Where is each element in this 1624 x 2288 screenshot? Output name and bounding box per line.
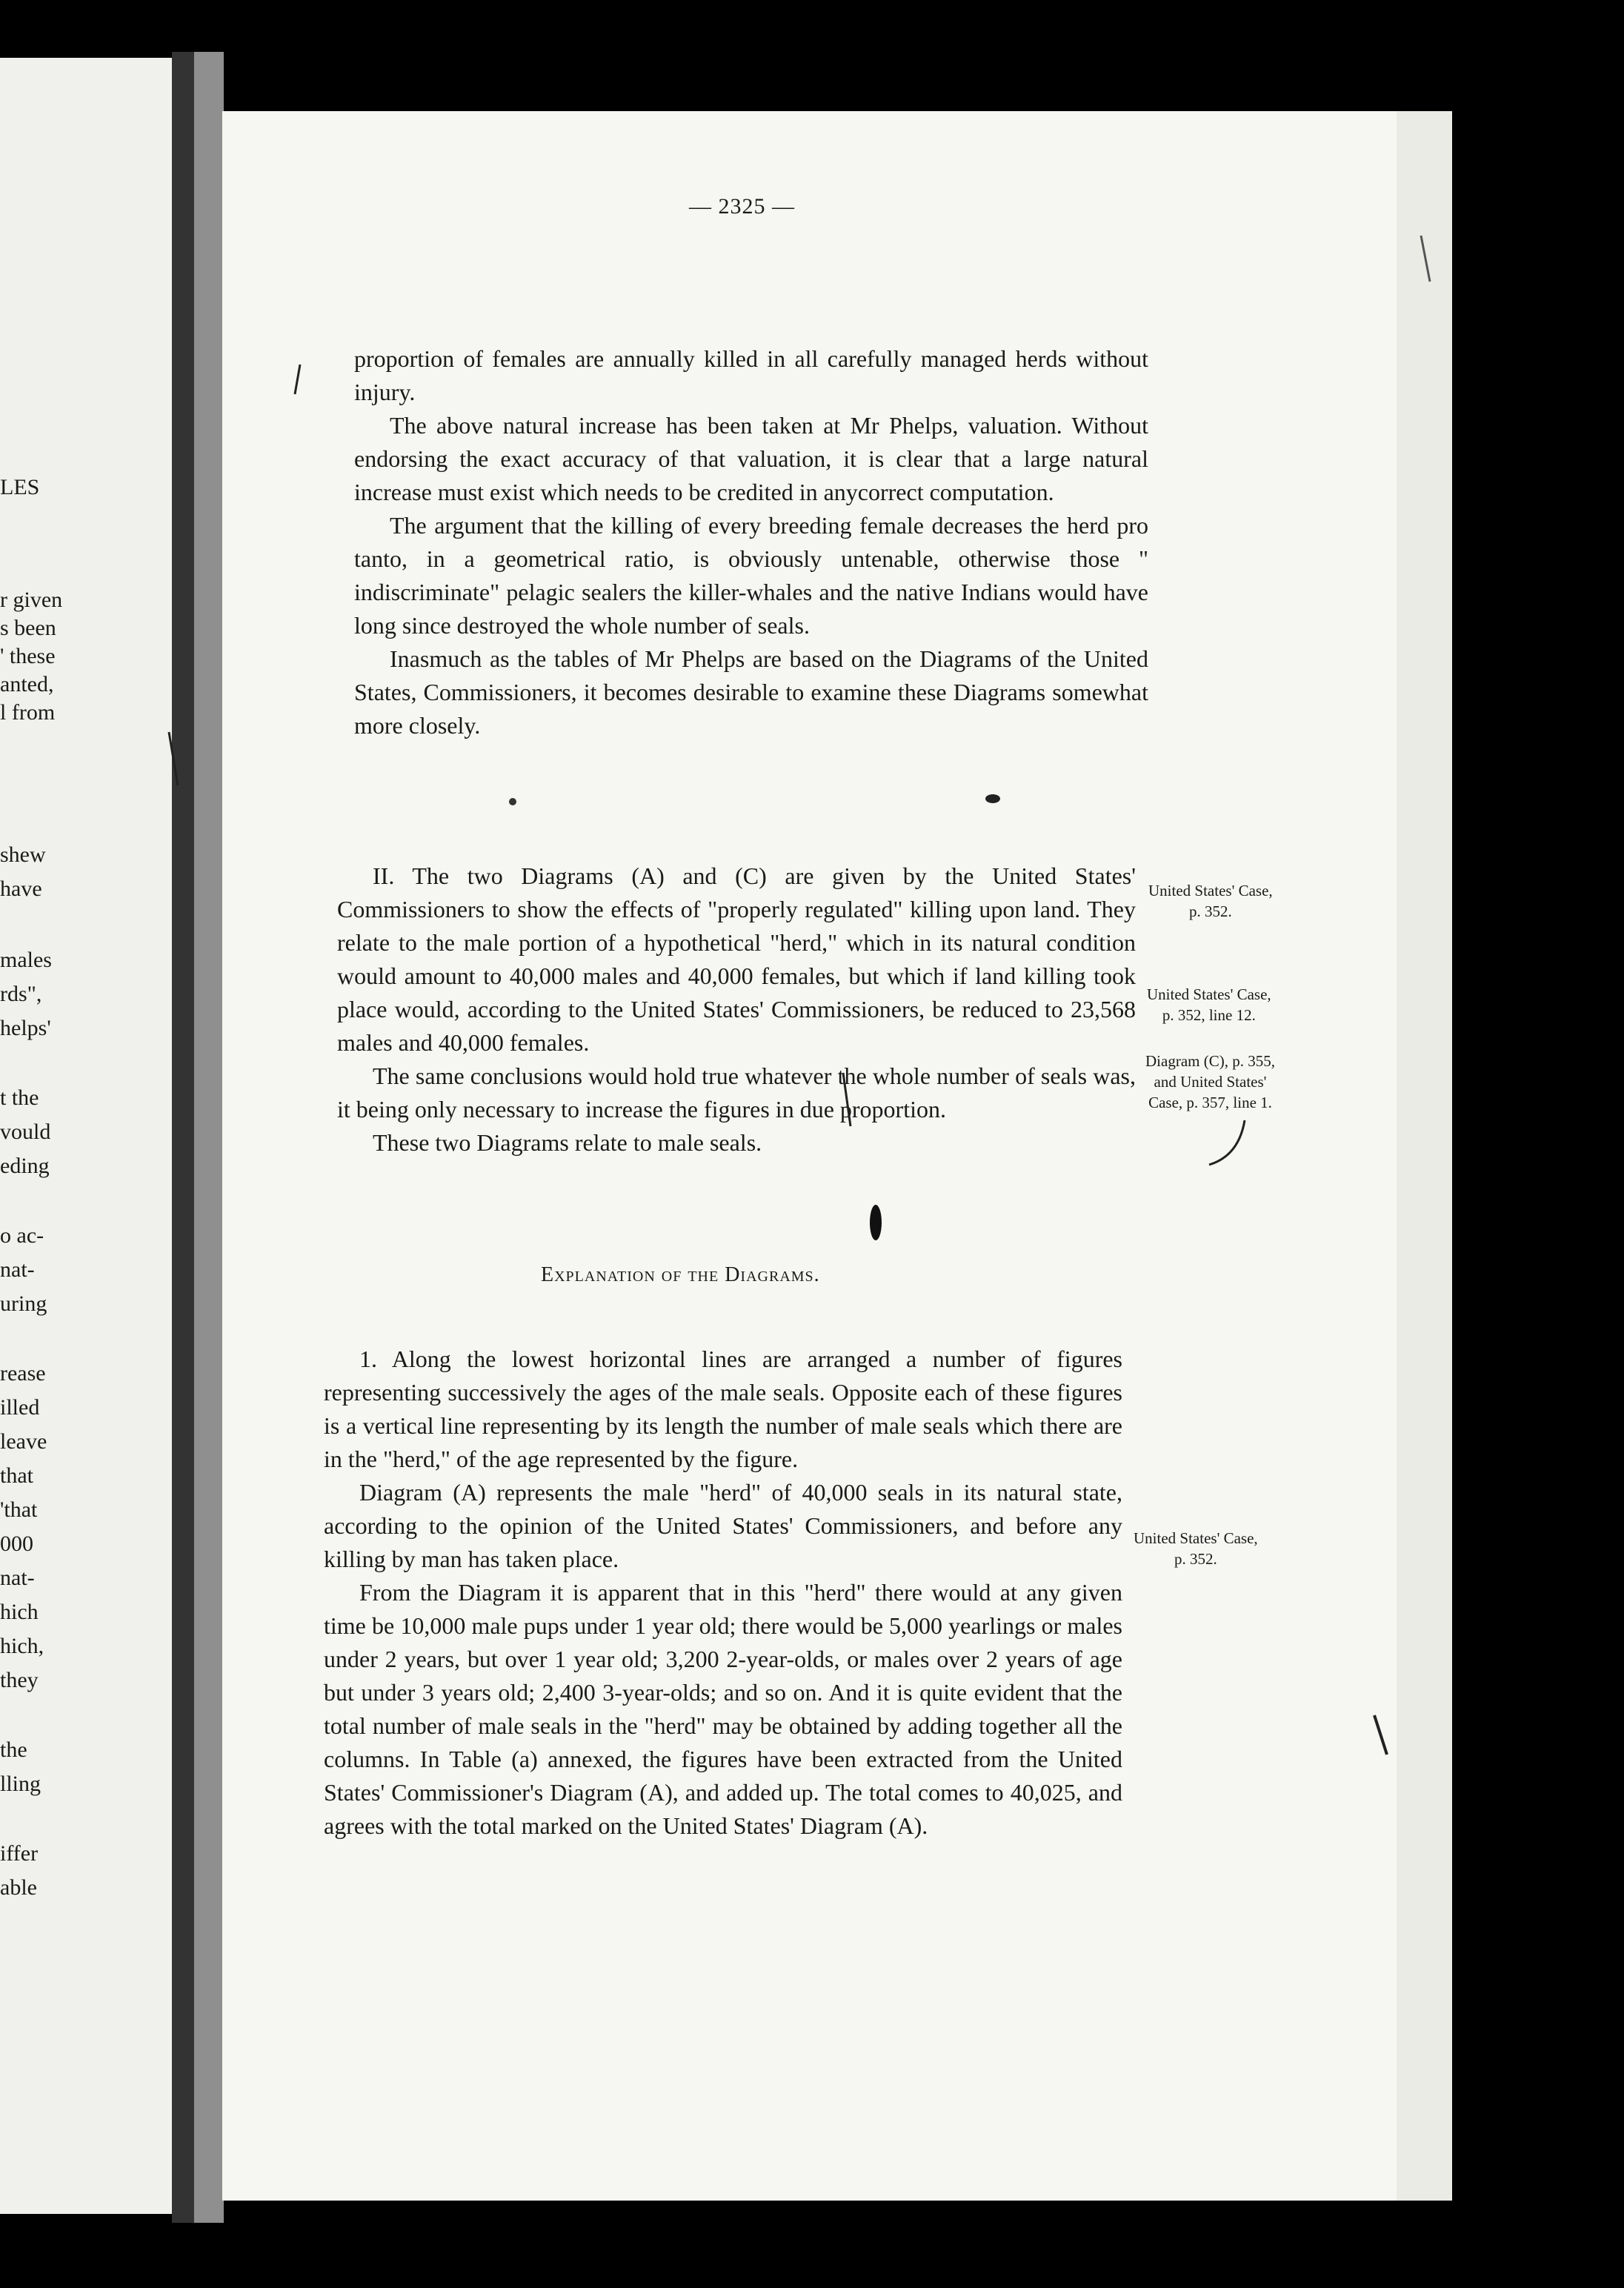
paragraph: From the Diagram it is apparent that in this "herd" there would at any given time be 10,000 male pups under 1 year old; there would be 5,000 yearlings or males under 2 years, but over 1 year old; 3,200 2-year-olds, or males over 2 years of age but under 3 years old; 2,400 3-year-olds; and so on. And it is quite evident that the total number of male seals in the "herd" may be obtained by adding together all the columns. In Table (a) annexed, the figures have been extracted from the United States' Commissioner's Diagram (A), and added up. The total comes to 40,025, and agrees with the total marked on the United States' Diagram (A).	[324, 1579, 1122, 1839]
left-fragment: uring	[0, 1291, 47, 1316]
paragraph: The argument that the killing of every breeding female decreases the herd pro tanto, in a geometrical ratio, is obviously untenable, otherwise those " indiscriminate" pelagic sealers the killer-whales and the native Indians would have long since destroyed the whole number of seals.	[354, 512, 1148, 639]
left-fragment: o ac-	[0, 1223, 44, 1248]
left-fragment: s been	[0, 616, 56, 640]
pencil-mark	[169, 732, 178, 785]
paragraph: The above natural increase has been taken at Mr Phelps, valuation. Without endorsing the exact accuracy of that valuation, it is clear that a large natural increase must exist which needs to be credited in anycorrect computation.	[354, 412, 1148, 505]
pencil-mark	[1209, 1120, 1245, 1165]
left-fragment: males	[0, 948, 52, 972]
left-fragment: illed	[0, 1395, 40, 1420]
left-fragment: hich,	[0, 1634, 44, 1658]
margin-note: United States' Case, p. 352.	[1148, 882, 1273, 920]
page-number: — 2325 —	[689, 194, 795, 219]
margin-note: United States' Case, p. 352, line 12.	[1147, 985, 1271, 1024]
pencil-mark	[295, 365, 300, 394]
left-fragment: anted,	[0, 672, 54, 696]
left-fragment: lling	[0, 1772, 41, 1796]
ink-blot	[870, 1205, 882, 1240]
left-fragment: rease	[0, 1361, 46, 1386]
left-fragment: the	[0, 1737, 27, 1762]
left-fragment: that	[0, 1463, 33, 1488]
margin-note: United States' Case, p. 352.	[1134, 1529, 1258, 1568]
left-fragment: able	[0, 1875, 37, 1900]
section-heading: Explanation of the Diagrams.	[541, 1263, 820, 1286]
left-fragment: have	[0, 877, 42, 901]
left-fragment: iffer	[0, 1841, 39, 1866]
ink-blot	[985, 794, 1000, 803]
left-fragment: t the	[0, 1085, 39, 1110]
pencil-mark	[1374, 1715, 1387, 1755]
left-fragment: ' these	[0, 644, 56, 668]
paragraph: II. The two Diagrams (A) and (C) are given by the United States' Commissioners to show the effects of "properly regulated" killing upon land. They relate to the male portion of a hypothetical "herd," which in its natural condition would amount to 40,000 males and 40,000 females, but which if land killing took place would, according to the United States' Commissioners, be reduced to 23,568 males and 40,000 females.	[337, 862, 1136, 1056]
left-fragment: rds",	[0, 982, 42, 1006]
margin-note: Diagram (C), p. 355, and United States' Case, p. 357, line 1.	[1145, 1052, 1275, 1111]
left-fragment: r given	[0, 588, 63, 612]
left-fragment: 'that	[0, 1497, 38, 1522]
left-fragment: hich	[0, 1600, 39, 1624]
left-fragment: nat-	[0, 1257, 35, 1282]
paragraph: Diagram (A) represents the male "herd" of 40,000 seals in its natural state, according to the opinion of the United States' Commissioners, and before any killing by man has taken place.	[324, 1479, 1122, 1572]
left-fragment: nat-	[0, 1566, 35, 1590]
pencil-mark	[1421, 236, 1430, 282]
left-fragment: LES	[0, 475, 40, 499]
left-fragment: helps'	[0, 1016, 51, 1040]
left-fragment: shew	[0, 842, 46, 867]
paragraph: 1. Along the lowest horizontal lines are arranged a number of figures representing successively the ages of the male seals. Opposite each of these figures is a vertical line representing by its length the number of male seals which there are in the "herd," of the age represented by the figure.	[324, 1346, 1122, 1472]
left-fragment: 000	[0, 1532, 33, 1556]
left-fragment: eding	[0, 1154, 50, 1178]
pencil-mark	[843, 1073, 851, 1126]
paragraph: Inasmuch as the tables of Mr Phelps are based on the Diagrams of the United States, Commissioners, it becomes desirable to examine these Diagrams somewhat more closely.	[354, 645, 1148, 739]
left-fragment: vould	[0, 1120, 51, 1144]
paragraph: The same conclusions would hold true whatever the whole number of seals was, it being only necessary to increase the figures in due proportion.	[337, 1062, 1136, 1123]
ink-blot	[509, 798, 516, 805]
paragraph: These two Diagrams relate to male seals.	[373, 1129, 762, 1156]
left-fragment: l from	[0, 700, 56, 725]
left-fragment: they	[0, 1668, 39, 1692]
left-fragment: leave	[0, 1429, 47, 1454]
paragraph: proportion of females are annually killed in all carefully managed herds without injury.	[354, 345, 1148, 405]
